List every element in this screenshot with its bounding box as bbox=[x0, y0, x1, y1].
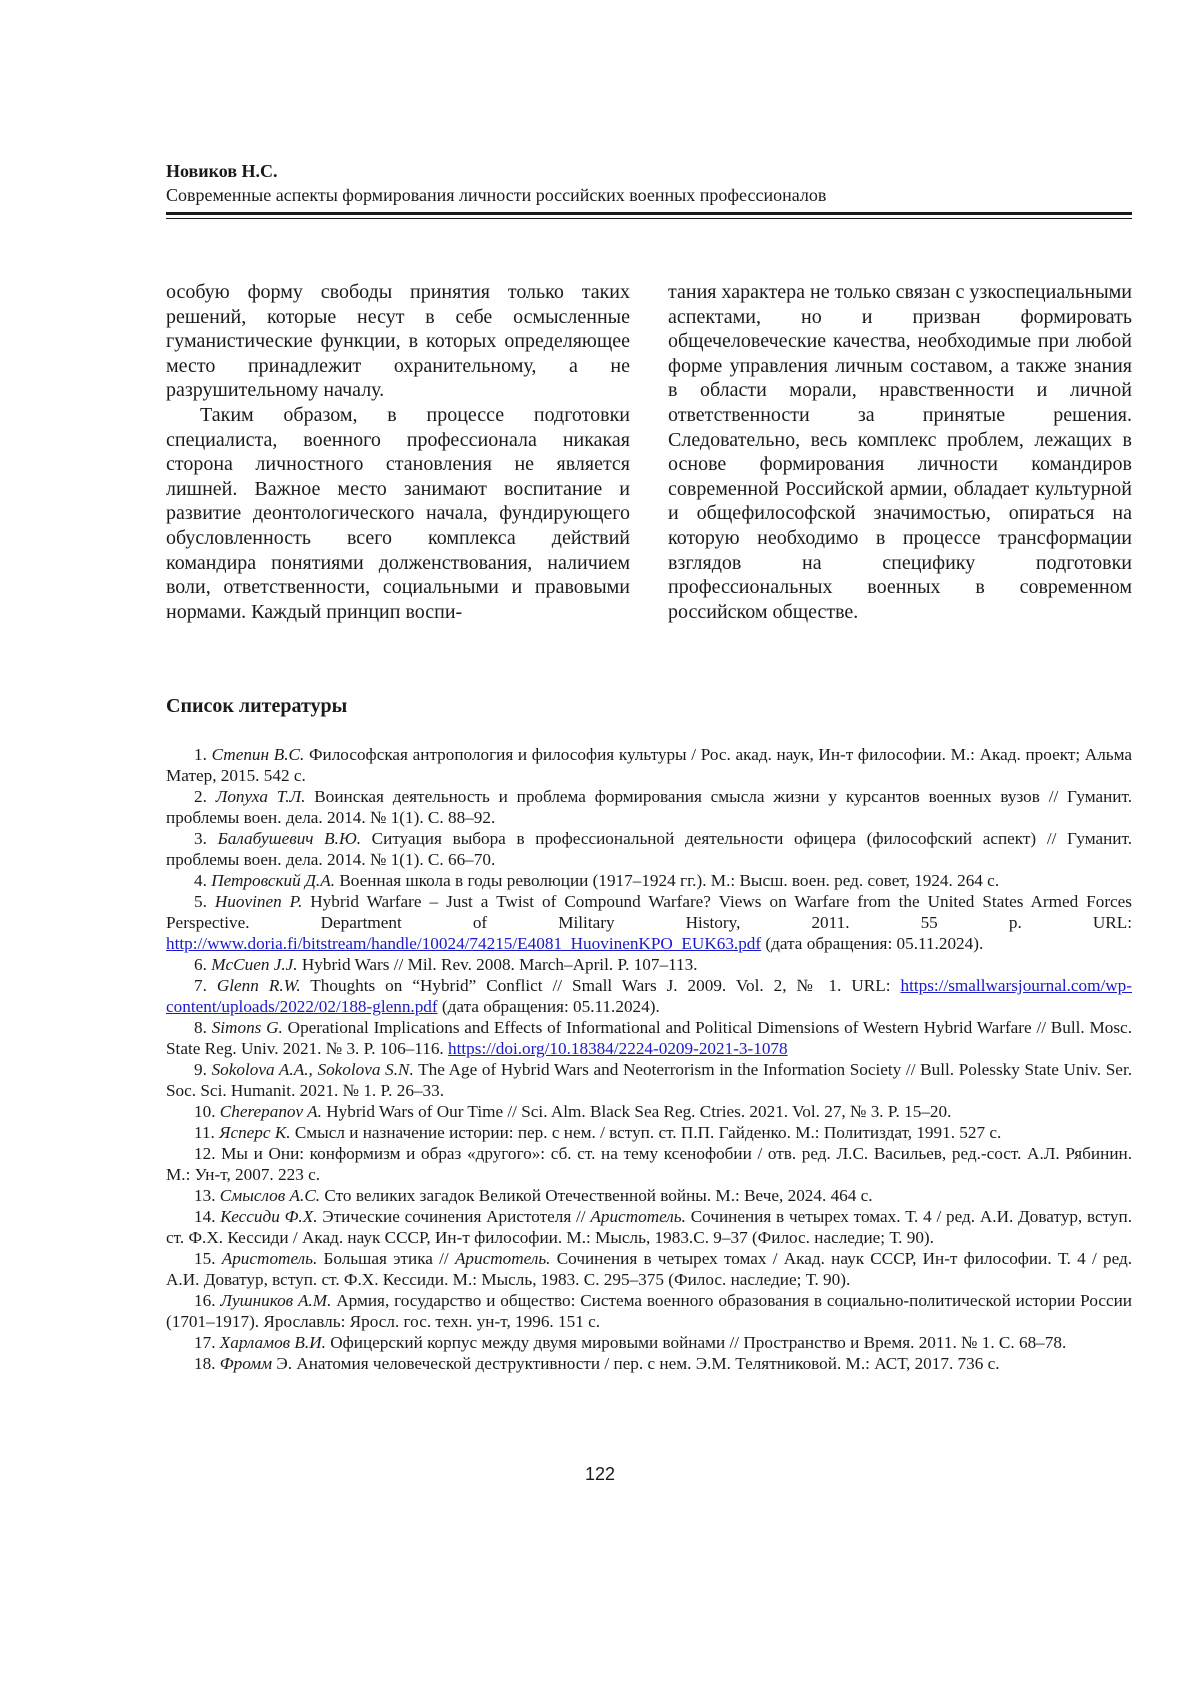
reference-text: Hybrid Wars of Our Time // Sci. Alm. Black Sea Reg. Ctries. 2021. Vol. 27, № 3. P. 15–20. bbox=[321, 1102, 952, 1121]
reference-item bbox=[166, 1332, 1132, 1353]
reference-text: Hybrid Wars // Mil. Rev. 2008. March–April. P. 107–113. bbox=[297, 955, 698, 974]
reference-link[interactable]: https://smallwarsjournal.com/wp-content/uploads/2022/02/188-glenn.pdf bbox=[166, 976, 1133, 1016]
reference-item bbox=[166, 1017, 1132, 1059]
reference-item bbox=[166, 828, 1132, 870]
paragraph: тания характера не только связан с узкоспециальными аспектами, но и призван формировать общечеловеческие качества, необходимые при любой форме управления личным составом, а также знания в области морали, нравственности и личной ответственности за принятые решения. Следовательно, весь комплекс проблем, лежащих в основе формирования личности командиров современной Российской армии, обладает культурной и общефилософской значимостью, опираться на которую необходимо в процессе трансформации взглядов на специфику подготовки профессиональных военных в современном российском обществе. bbox=[668, 281, 1132, 623]
reference-item bbox=[166, 1122, 1132, 1143]
reference-text: Философская антропология и философия культуры / Рос. акад. наук, Ин-т философии. М.: Акад. проект; Альма Матер, 2015. 542 с. bbox=[166, 745, 1133, 785]
reference-item bbox=[166, 1248, 1132, 1290]
reference-text: The Age of Hybrid Wars and Neoterrorism in the Information Society // Bull. Polessky State Univ. Ser. Soc. Sci. Humanit. 2021. № 1. P. 26–33. bbox=[166, 1060, 1133, 1100]
reference-item bbox=[166, 1353, 1132, 1374]
reference-number: 14. bbox=[194, 1207, 216, 1226]
reference-tail: Сочинения в четырех томах. Т. 4 / ред. А.И. Доватур, вступ. ст. Ф.Х. Кессиди / Акад. наук СССР, Ин-т философии. М.: Мысль, 1983.С. 9–37 (Филос. наследие; Т. 90). bbox=[166, 1207, 1133, 1247]
reference-item bbox=[166, 891, 1132, 954]
header-rule-thin bbox=[166, 218, 1132, 219]
header-title: Современные аспекты формирования личности российских военных профессионалов bbox=[166, 185, 827, 205]
header-rule-thick bbox=[166, 212, 1132, 215]
reference-item bbox=[166, 1185, 1132, 1206]
reference-number: 16. bbox=[194, 1291, 216, 1310]
reference-tail: (дата обращения: 05.11.2024). bbox=[761, 934, 984, 953]
reference-number: 13. bbox=[194, 1186, 216, 1205]
running-header bbox=[166, 160, 1132, 207]
reference-item bbox=[166, 1059, 1132, 1101]
reference-author: Петровский Д.А. bbox=[211, 871, 336, 890]
reference-item bbox=[166, 786, 1132, 828]
reference-text: Сто великих загадок Великой Отечественной войны. М.: Вече, 2024. 464 с. bbox=[320, 1186, 873, 1205]
reference-link[interactable]: https://doi.org/10.18384/2224-0209-2021-3-1078 bbox=[448, 1039, 788, 1058]
reference-number: 10. bbox=[194, 1102, 216, 1121]
reference-number: 5. bbox=[194, 892, 207, 911]
reference-text: Э. Анатомия человеческой деструктивности / пер. с нем. Э.М. Телятниковой. М.: АСТ, 2017. 736 с. bbox=[272, 1354, 1000, 1373]
reference-text: Ситуация выбора в профессиональной деятельности офицера (философский аспект) // Гуманит. проблемы воен. дела. 2014. № 1(1). С. 66–70. bbox=[166, 829, 1132, 869]
reference-text: Thoughts on “Hybrid” Conflict // Small Wars J. 2009. Vol. 2, № 1. URL: bbox=[300, 976, 901, 995]
reference-tail: Сочинения в четырех томах / Акад. наук СССР, Ин-т философии. Т. 4 / ред. А.И. Доватур, вступ. ст. Ф.Х. Кессиди. М.: Мысль, 1983. С. 295–375 (Филос. наследие; Т. 90). bbox=[166, 1249, 1133, 1289]
reference-item bbox=[166, 954, 1132, 975]
reference-item bbox=[166, 1290, 1132, 1332]
body-column-left bbox=[166, 280, 630, 624]
reference-text: Operational Implications and Effects of Informational and Political Dimensions of Western Hybrid Warfare // Bull. Mosc. State Reg. Univ. 2021. № 3. P. 106–116. bbox=[166, 1018, 1132, 1058]
reference-number: 8. bbox=[194, 1018, 207, 1037]
reference-author: Степин В.С. bbox=[211, 745, 305, 764]
reference-item bbox=[166, 1206, 1132, 1248]
reference-author: Аристотель. bbox=[221, 1249, 318, 1268]
reference-number: 7. bbox=[194, 976, 207, 995]
paragraph: Таким образом, в процессе подготовки специалиста, военного профессионала никакая сторона личностного становления не является лишней. Важное место занимают воспитание и развитие деонтологического начала, фундирующего обусловленность всего комплекса действий командира понятиями долженствования, наличием воли, ответственности, социальными и правовыми нормами. Каждый принцип воспи- bbox=[166, 403, 630, 623]
reference-author: Балабушевич В.Ю. bbox=[217, 829, 361, 848]
reference-text: Мы и Они: конформизм и образ «другого»: сб. ст. на тему ксенофобии / отв. ред. Л.С. Васильев, ред.-сост. А.Л. Рябинин. М.: Ун-т, 2007. 223 с. bbox=[166, 1144, 1133, 1184]
reference-author: Лопуха Т.Л. bbox=[215, 787, 306, 806]
reference-author: Фромм bbox=[219, 1354, 273, 1373]
body-column-right bbox=[668, 280, 1132, 624]
reference-link[interactable]: http://www.doria.fi/bitstream/handle/10024/74215/E4081_HuovinenKPO_EUK63.pdf bbox=[166, 934, 762, 953]
reference-author: Sokolova A.A., Sokolova S.N. bbox=[211, 1060, 414, 1079]
reference-author: Ясперс К. bbox=[219, 1123, 291, 1142]
paragraph: особую форму свободы принятия только таких решений, которые несут в себе осмысленные гуманистические функции, в которых определяющее место принадлежит охранительному, а не разрушительному началу. bbox=[166, 281, 630, 402]
reference-tail: (дата обращения: 05.11.2024). bbox=[437, 997, 660, 1016]
reference-number: 15. bbox=[194, 1249, 216, 1268]
reference-item bbox=[166, 1143, 1132, 1185]
reference-item bbox=[166, 975, 1132, 1017]
reference-text: Большая этика // bbox=[317, 1249, 455, 1268]
reference-author: Huovinen P. bbox=[214, 892, 303, 911]
reference-author: Кессиди Ф.Х. bbox=[220, 1207, 318, 1226]
references-heading: Список литературы bbox=[166, 695, 348, 717]
reference-number: 2. bbox=[194, 787, 207, 806]
reference-author: Glenn R.W. bbox=[216, 976, 301, 995]
reference-author: Смыслов А.С. bbox=[219, 1186, 321, 1205]
reference-author: McCuen J.J. bbox=[211, 955, 298, 974]
reference-text: Офицерский корпус между двумя мировыми войнами // Пространство и Время. 2011. № 1. С. 68–78. bbox=[325, 1333, 1067, 1352]
reference-author: Лушников А.М. bbox=[220, 1291, 332, 1310]
reference-author: Аристотель. bbox=[454, 1249, 551, 1268]
reference-author: Аристотель. bbox=[590, 1207, 686, 1226]
header-author: Новиков Н.С. bbox=[166, 161, 278, 181]
reference-number: 17. bbox=[194, 1333, 216, 1352]
reference-author: Cherepanov A. bbox=[219, 1102, 322, 1121]
reference-text: Hybrid Warfare – Just a Twist of Compound Warfare? Views on Warfare from the United States Armed Forces Perspective. Department of Military History, 2011. 55 p. URL: bbox=[166, 892, 1132, 932]
reference-number: 1. bbox=[194, 745, 207, 764]
reference-number: 4. bbox=[194, 871, 207, 890]
reference-number: 9. bbox=[194, 1060, 207, 1079]
reference-author: Simons G. bbox=[211, 1018, 283, 1037]
references-list bbox=[166, 744, 1132, 1374]
reference-item bbox=[166, 1101, 1132, 1122]
page-number: 122 bbox=[584, 1464, 616, 1484]
reference-text: Армия, государство и общество: Система военного образования в социально-политической истории России (1701–1917). Ярославль: Яросл. гос. техн. ун-т, 1996. 151 с. bbox=[166, 1291, 1132, 1331]
reference-number: 3. bbox=[194, 829, 207, 848]
reference-item bbox=[166, 744, 1132, 786]
reference-number: 11. bbox=[194, 1123, 215, 1142]
reference-text: Смысл и назначение истории: пер. с нем. / вступ. ст. П.П. Гайденко. М.: Политиздат, 1991. 527 с. bbox=[290, 1123, 1002, 1142]
reference-text: Этические сочинения Аристотеля // bbox=[317, 1207, 591, 1226]
reference-text: Воинская деятельность и проблема формирования смысла жизни у курсантов военных вузов // Гуманит. проблемы воен. дела. 2014. № 1(1). С. 88–92. bbox=[166, 787, 1133, 827]
reference-number: 18. bbox=[194, 1354, 216, 1373]
reference-text: Военная школа в годы революции (1917–1924 гг.). М.: Высш. воен. ред. совет, 1924. 264 с. bbox=[335, 871, 1000, 890]
reference-number: 12. bbox=[194, 1144, 216, 1163]
reference-author: Харламов В.И. bbox=[219, 1333, 326, 1352]
reference-number: 6. bbox=[194, 955, 207, 974]
reference-item bbox=[166, 870, 1132, 891]
